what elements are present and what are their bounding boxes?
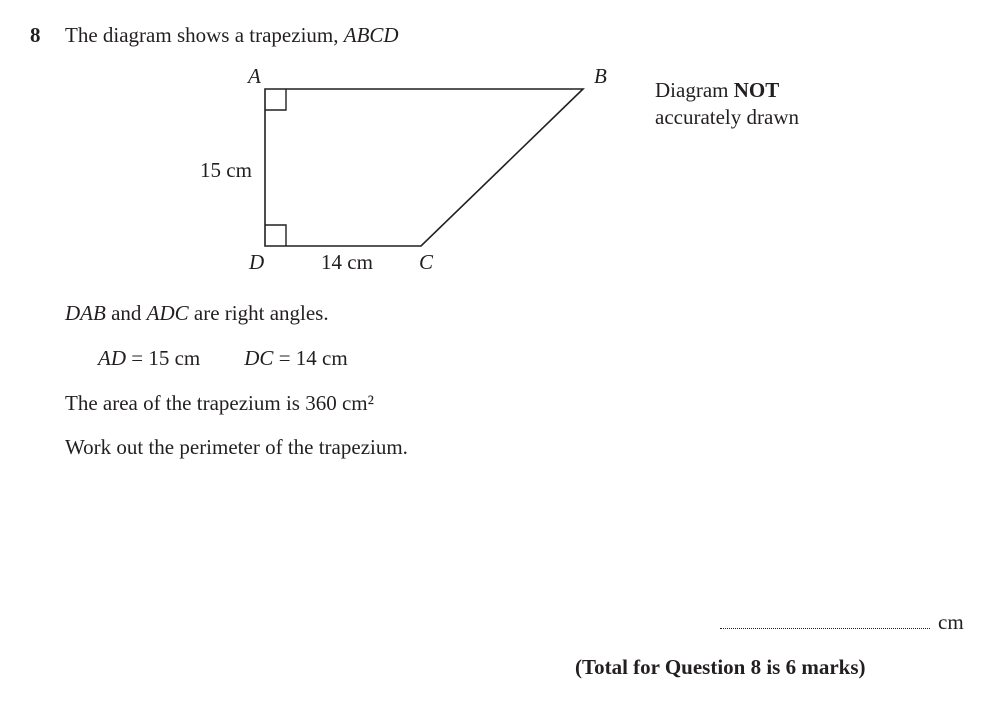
side-length-dc: 14 cm [321,250,373,274]
answer-line [720,610,964,634]
diagram-note-line2: accurately drawn [655,105,799,129]
right-angle-marker-a [265,89,286,110]
angle-adc: ADC [146,301,189,325]
question-number: 8 [30,23,41,47]
ad-name: AD [98,346,126,370]
dc-value: = 14 cm [273,346,348,370]
diagram-note-prefix: Diagram [655,78,734,102]
and-text: and [105,301,147,325]
angle-dab: DAB [65,301,106,325]
diagram-note-not: NOT [733,78,780,102]
right-angles-statement [65,301,329,325]
given-lengths [98,346,348,370]
question-stem-shape: ABCD [343,23,399,47]
answer-unit: cm [938,610,964,634]
right-angle-marker-d [265,225,286,246]
trapezium-shape [265,89,583,246]
vertex-label-a: A [248,64,261,88]
dc-name: DC [244,346,274,370]
vertex-label-c: C [419,250,434,274]
ad-value: = 15 cm [126,346,201,370]
right-angles-suffix: are right angles. [188,301,329,325]
area-statement: The area of the trapezium is 360 cm² [65,391,374,415]
total-marks: (Total for Question 8 is 6 marks) [575,655,866,679]
vertex-label-b: B [594,64,607,88]
diagram-note-line1 [655,78,779,102]
question-stem-text: The diagram shows a trapezium, [65,23,344,47]
side-length-ad: 15 cm [200,158,252,182]
instruction: Work out the perimeter of the trapezium. [65,435,408,459]
answer-input[interactable] [720,612,930,629]
vertex-label-d: D [249,250,265,274]
